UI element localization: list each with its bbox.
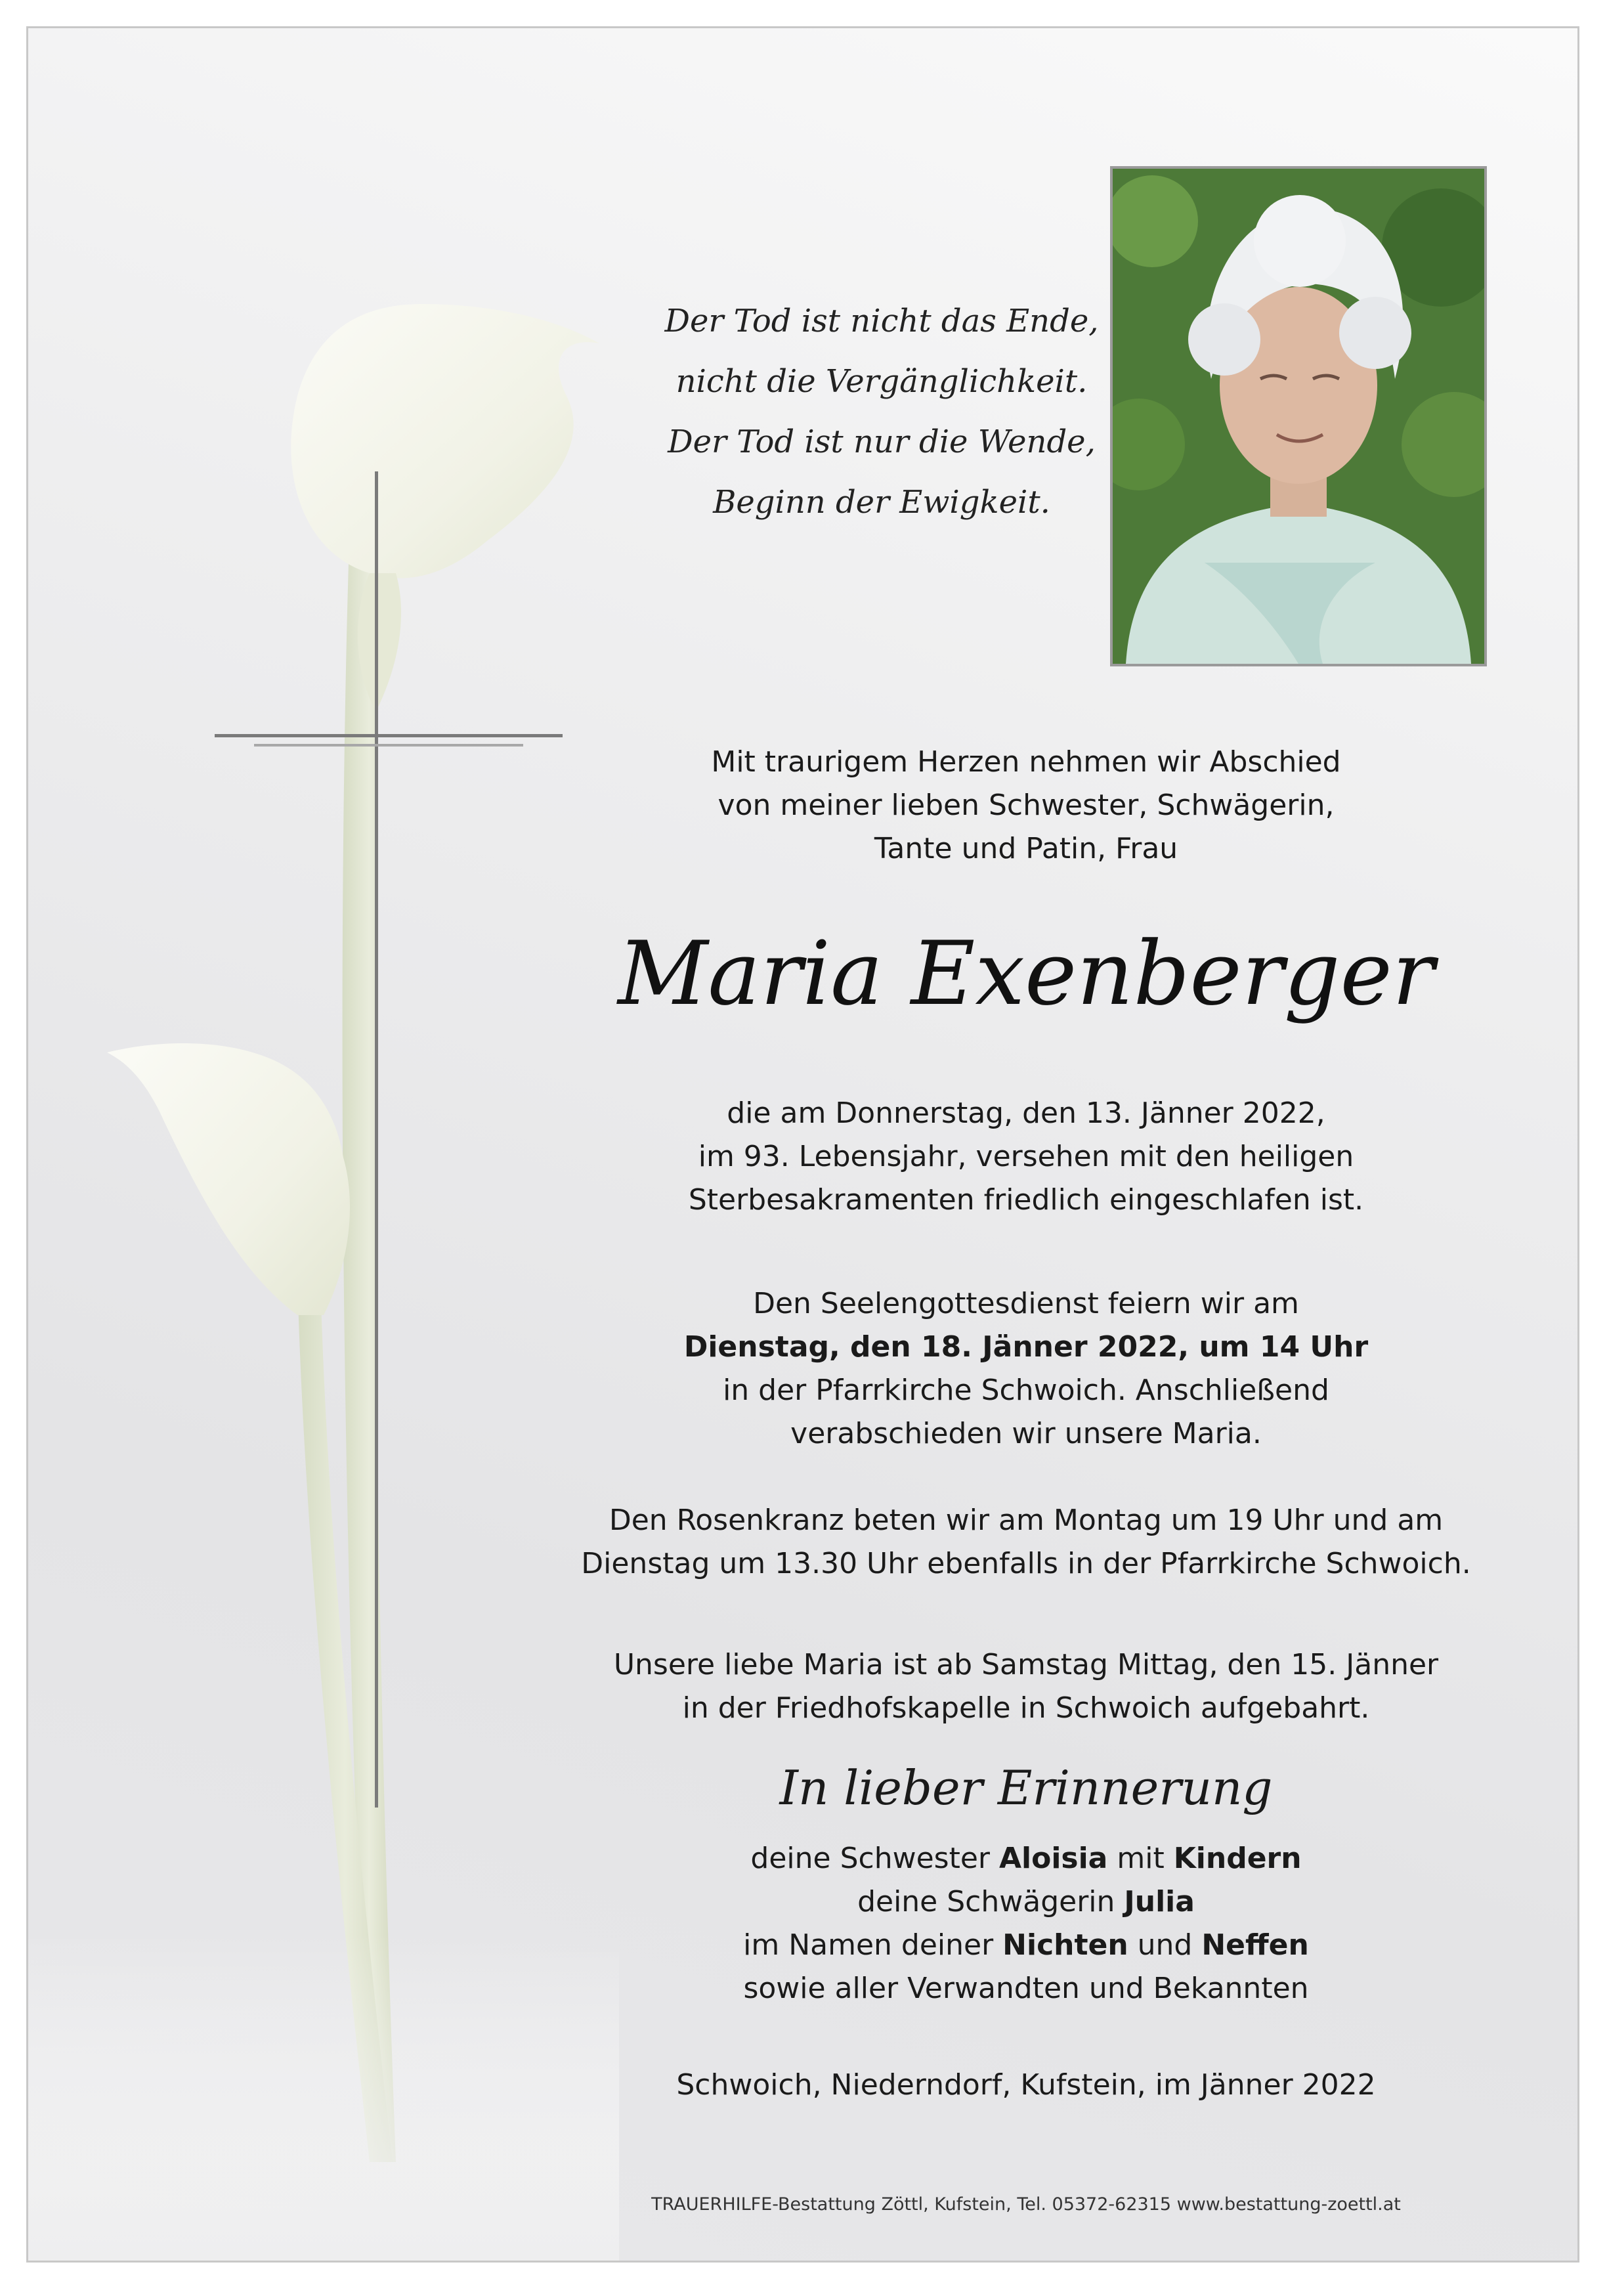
lower-lily-flower [107,1043,350,1315]
obituary-card [26,26,1579,2263]
memory-heading: In lieber Erinnerung [779,1760,1273,1815]
death-notice [527,1092,1525,1222]
intro-line: Mit traurigem Herzen nehmen wir Abschied [711,745,1341,779]
laid-out-info [527,1643,1525,1730]
portrait-photo [1110,166,1487,666]
death-line: die am Donnerstag, den 13. Jänner 2022, [727,1096,1325,1130]
verse-line: Der Tod ist nicht das Ende, [664,303,1099,339]
verse-line: nicht die Vergänglichkeit. [675,363,1088,400]
upper-lily-flower [291,304,599,578]
mourner-line: im Namen deiner Nichten und Neffen [743,1928,1309,1962]
place-date: Schwoich, Niederndorf, Kufstein, im Jänner 2022 [676,2068,1376,2102]
service-line: in der Pfarrkirche Schwoich. Anschließend [723,1374,1329,1407]
mourners-list [527,1837,1525,2010]
memorial-verse [567,291,1197,532]
laid-out-line: Unsere liebe Maria ist ab Samstag Mittag, den 15. Jänner [613,1648,1439,1681]
portrait-image [1113,169,1484,664]
intro-line: Tante und Patin, Frau [874,832,1178,865]
mourner-line: deine Schwägerin Julia [857,1885,1195,1918]
intro-line: von meiner lieben Schwester, Schwägerin, [718,789,1335,822]
death-line: Sterbesakramenten friedlich eingeschlafen ist. [688,1183,1364,1217]
death-line: im 93. Lebensjahr, versehen mit den heiligen [698,1140,1354,1173]
service-line: Den Seelengottesdienst feiern wir am [753,1287,1299,1320]
deceased-name: Maria Exenberger [618,922,1434,1025]
mourner-line: deine Schwester Aloisia mit Kindern [750,1842,1302,1875]
service-info [527,1282,1525,1456]
service-line: verabschieden wir unsere Maria. [790,1417,1262,1450]
mourner-name: Neffen [1201,1928,1309,1962]
verse-line: Der Tod ist nur die Wende, [668,423,1096,460]
mourner-name: Julia [1124,1885,1195,1918]
mourner-name: Kindern [1173,1842,1302,1875]
verse-line: Beginn der Ewigkeit. [713,484,1050,521]
rosary-info [527,1499,1525,1586]
service-date: Dienstag, den 18. Jänner 2022, um 14 Uhr [683,1330,1369,1364]
funeral-home-footer: TRAUERHILFE-Bestattung Zöttl, Kufstein, Tel. 05372-62315 www.bestattung-zoettl.at [651,2194,1401,2215]
rosary-line: Den Rosenkranz beten wir am Montag um 19 Uhr und am [609,1504,1444,1537]
mourner-name: Aloisia [998,1842,1108,1875]
mourner-line: sowie aller Verwandten und Bekannten [743,1972,1309,2005]
intro-text [527,741,1525,871]
laid-out-line: in der Friedhofskapelle in Schwoich aufgebahrt. [682,1691,1370,1725]
rosary-line: Dienstag um 13.30 Uhr ebenfalls in der Pfarrkirche Schwoich. [581,1547,1471,1580]
mourner-name: Nichten [1002,1928,1128,1962]
